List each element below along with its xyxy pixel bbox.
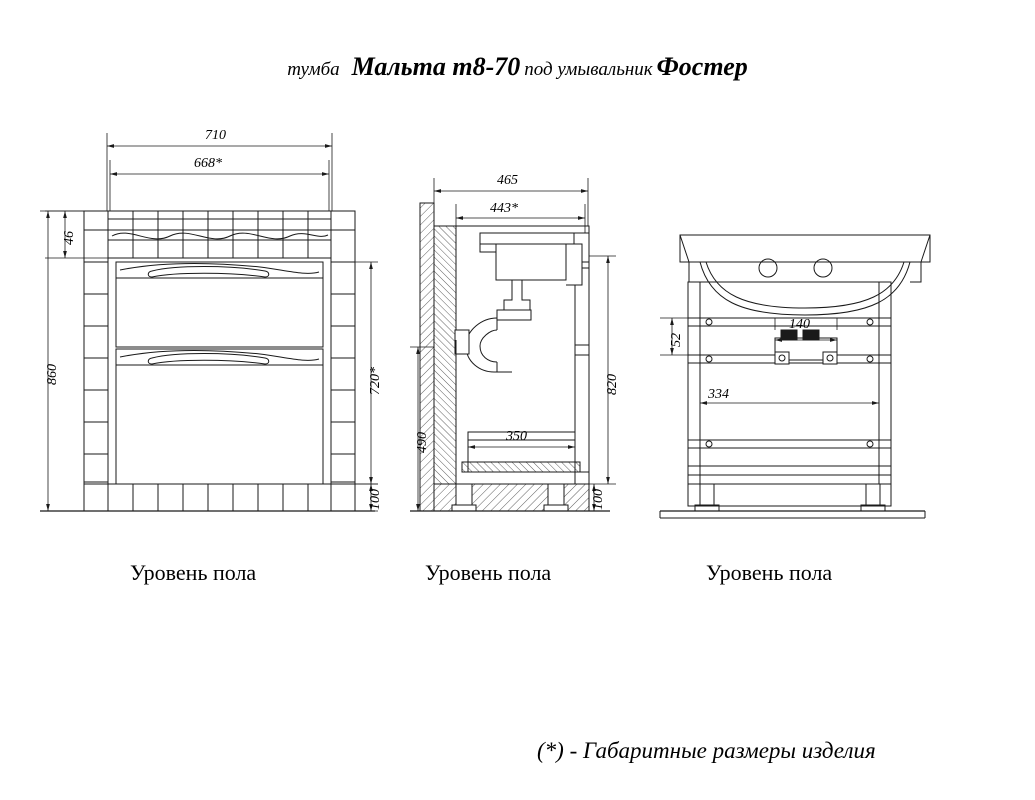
footnote: (*) - Габаритные размеры изделия: [537, 738, 876, 763]
back-view-geometry: [660, 235, 930, 518]
dim-side-depth-overall: 465: [497, 173, 518, 188]
dim-front-width-body: 668*: [194, 156, 222, 171]
title-part-2: Мальта т8-70: [351, 52, 521, 81]
dim-front-width-overall: 710: [205, 128, 226, 143]
dim-side-height-legs: 100: [591, 489, 606, 510]
side-view-geometry: [410, 203, 610, 511]
back-view-dimensions: [660, 318, 879, 410]
dim-side-height-shelf: 490: [415, 432, 430, 453]
front-view-geometry: [40, 211, 375, 511]
title-part-3: под умывальник: [524, 59, 653, 80]
title-part-1: тумба: [287, 59, 340, 80]
drawing-title: [0, 52, 1035, 82]
dim-side-depth-body: 443*: [490, 201, 518, 216]
dim-front-height-overall: 860: [45, 364, 60, 385]
floor-label-front: Уровень пола: [130, 560, 257, 585]
dim-back-rail-width: 334: [708, 387, 729, 402]
title-part-4: Фостер: [656, 52, 748, 81]
dim-side-shelf-depth: 350: [506, 429, 527, 444]
dim-back-mount-offset: 52: [669, 333, 684, 347]
floor-label-back: Уровень пола: [706, 560, 833, 585]
dim-back-mount-width: 140: [789, 317, 810, 332]
dim-front-height-legs: 100: [368, 489, 383, 510]
dim-front-top-trim: 46: [62, 231, 77, 245]
dim-side-height-to-sink: 820: [605, 374, 620, 395]
dim-front-height-body: 720*: [368, 367, 383, 395]
floor-label-side: Уровень пола: [425, 560, 552, 585]
